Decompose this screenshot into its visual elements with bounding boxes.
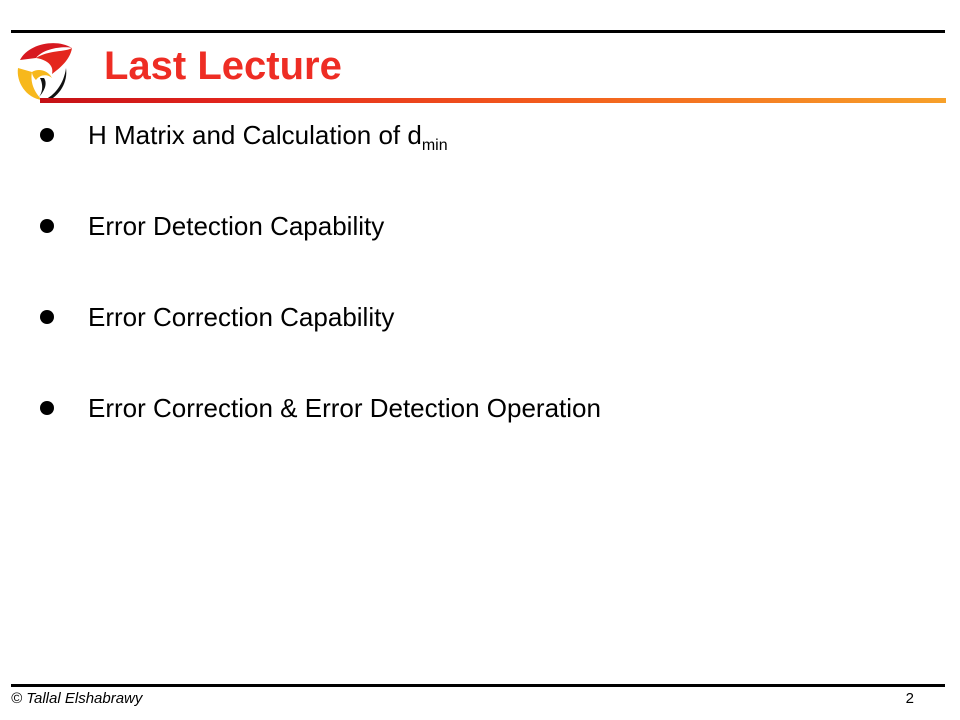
- slide-title: Last Lecture: [104, 44, 342, 88]
- bullet-item: [40, 385, 601, 431]
- bullet-icon: [40, 219, 54, 233]
- footer-author: © Tallal Elshabrawy: [11, 690, 143, 707]
- top-rule: [11, 30, 945, 33]
- bullet-text: Error Detection Capability: [88, 210, 385, 241]
- bullet-item: [40, 112, 601, 158]
- bullet-icon: [40, 310, 54, 324]
- bullet-list: [40, 112, 601, 476]
- page-number: 2: [905, 690, 914, 707]
- university-logo-icon: [14, 38, 78, 104]
- bottom-rule: [11, 684, 945, 687]
- bullet-item: [40, 203, 601, 249]
- bullet-text: [88, 119, 448, 154]
- bullet-subscript: min: [421, 136, 448, 154]
- bullet-icon: [40, 401, 54, 415]
- bullet-label: H Matrix and Calculation of d: [88, 119, 422, 150]
- bullet-icon: [40, 128, 54, 142]
- bullet-text: Error Correction & Error Detection Operation: [88, 392, 601, 423]
- bullet-text: Error Correction Capability: [88, 301, 395, 332]
- bullet-item: [40, 294, 601, 340]
- title-underline: [40, 98, 946, 103]
